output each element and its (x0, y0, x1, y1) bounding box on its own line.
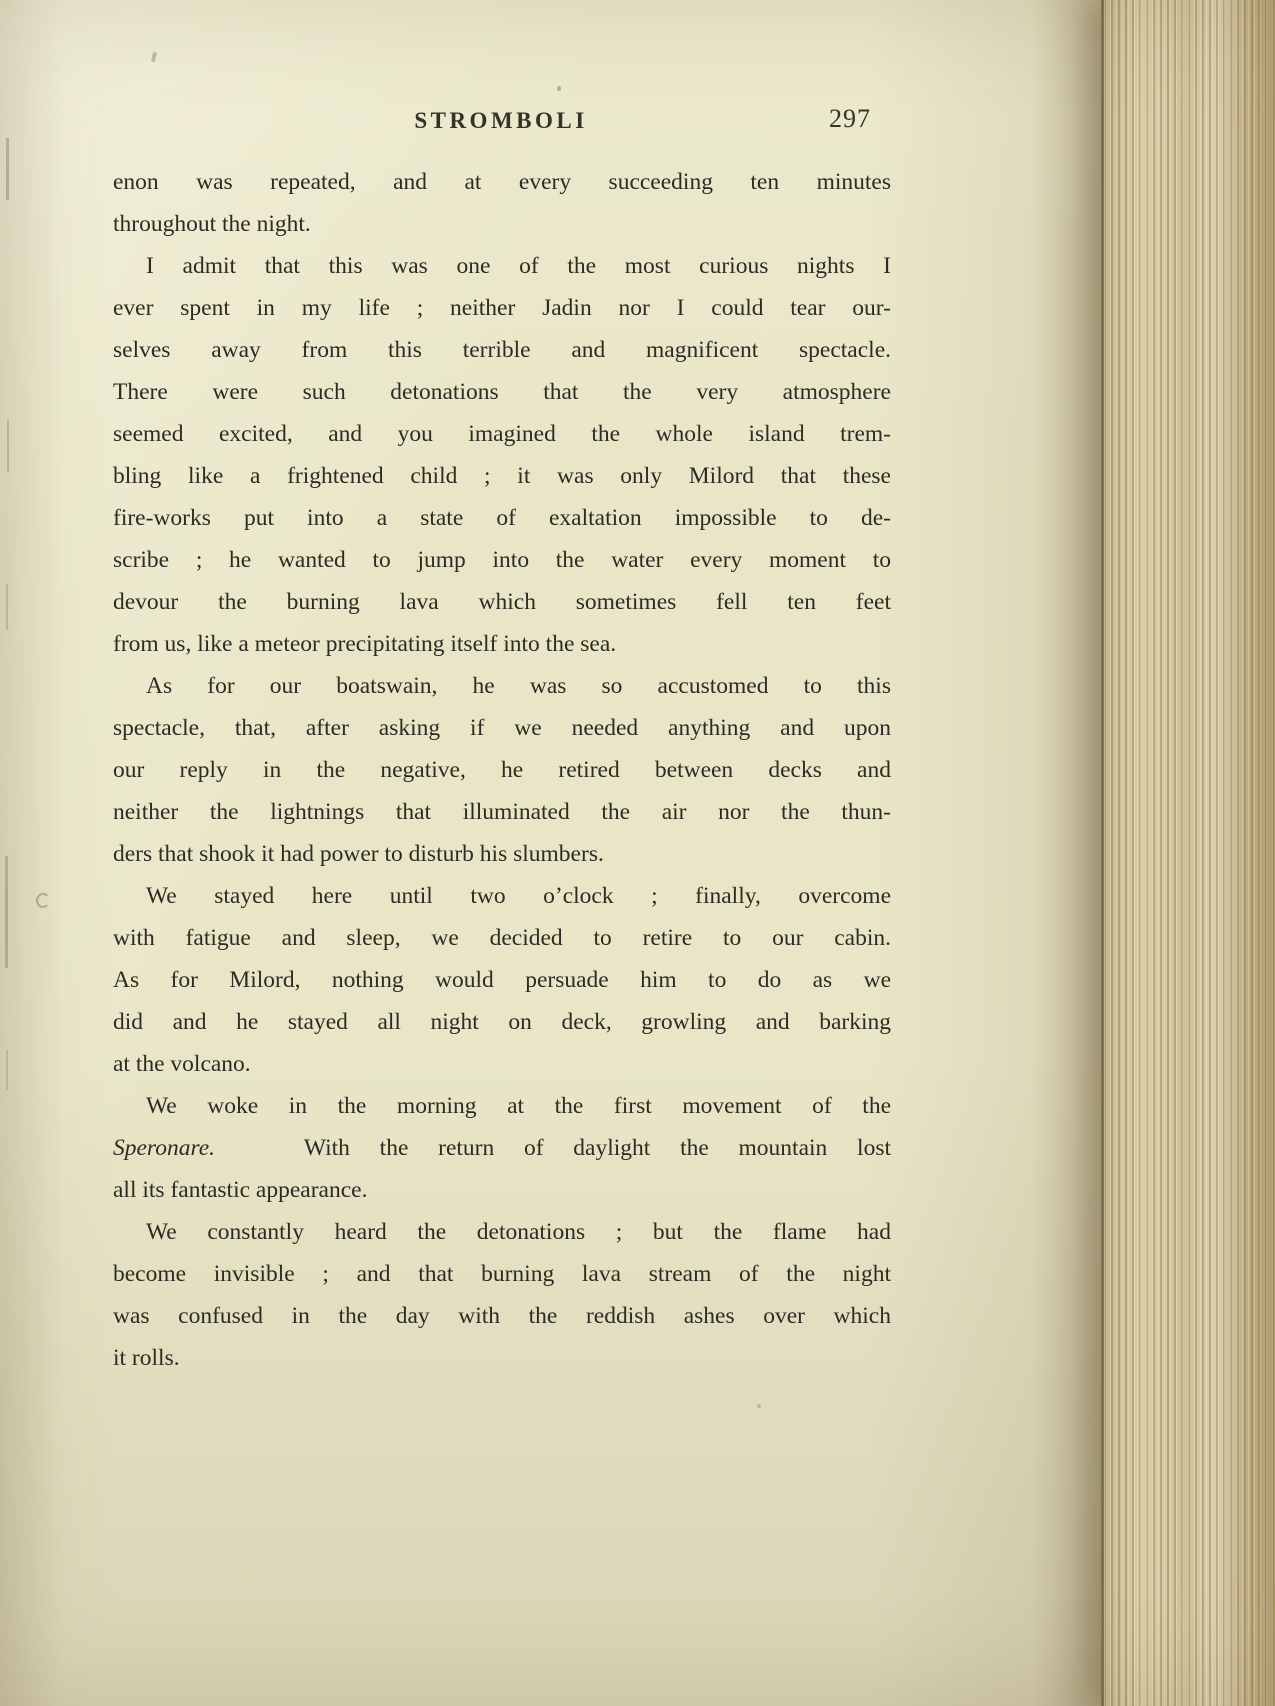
text-line (113, 917, 891, 959)
paragraph (113, 161, 891, 245)
text-block (113, 161, 891, 1379)
text-segment: from us, like a meteor precipitating itself into the sea. (113, 631, 617, 657)
text-line (113, 833, 891, 875)
text-segment: ever spent in my life ; neither Jadin nor I could tear our- (113, 295, 891, 321)
text-segment: scribe ; he wanted to jump into the water every moment to (113, 547, 891, 573)
text-line (113, 791, 891, 833)
scan-artifact (36, 893, 50, 908)
text-segment: We stayed here until two o’clock ; finally, overcome (146, 883, 891, 909)
paragraph (113, 665, 891, 875)
scan-artifact (757, 1404, 761, 1408)
text-segment: spectacle, that, after asking if we needed anything and upon (113, 715, 891, 741)
scan-artifact (7, 420, 9, 472)
text-segment: was confused in the day with the reddish ashes over which (113, 1303, 891, 1329)
text-line (113, 161, 891, 203)
scan-artifact (5, 856, 8, 968)
paragraph (113, 1211, 891, 1379)
text-segment: selves away from this terrible and magnificent spectacle. (113, 337, 891, 363)
text-line (113, 665, 891, 707)
paragraph (113, 875, 891, 1085)
page-header (113, 104, 889, 144)
text-line (113, 497, 891, 539)
text-line (113, 623, 891, 665)
text-line (113, 329, 891, 371)
text-line (113, 1085, 891, 1127)
text-segment: enon was repeated, and at every succeeding ten minutes (113, 169, 891, 195)
text-segment: fire-works put into a state of exaltation impossible to de- (113, 505, 891, 531)
text-segment: ders that shook it had power to disturb his slumbers. (113, 841, 604, 867)
text-line (113, 749, 891, 791)
text-line (113, 1127, 891, 1169)
text-segment: devour the burning lava which sometimes fell ten feet (113, 589, 891, 615)
page-number: 297 (829, 104, 871, 133)
text-segment: become invisible ; and that burning lava stream of the night (113, 1261, 891, 1287)
text-segment: We woke in the morning at the first movement of the (146, 1093, 891, 1119)
text-line (113, 875, 891, 917)
text-segment: it rolls. (113, 1345, 180, 1371)
text-line (113, 581, 891, 623)
text-segment: throughout the night. (113, 211, 311, 237)
scan-artifact (6, 138, 9, 200)
text-segment: all its fantastic appearance. (113, 1177, 368, 1203)
text-line (113, 371, 891, 413)
text-line (113, 203, 891, 245)
scan-artifact (557, 86, 561, 91)
text-segment: As for Milord, nothing would persuade him to do as we (113, 967, 891, 993)
italic-text: Speronare. (113, 1135, 216, 1161)
book-page-edges (1101, 0, 1275, 1706)
paragraph (113, 245, 891, 665)
text-line (113, 1337, 891, 1379)
text-line (113, 1001, 891, 1043)
text-segment: did and he stayed all night on deck, growling and barking (113, 1009, 891, 1035)
scan-artifact (6, 584, 8, 630)
running-title: STROMBOLI (414, 108, 588, 133)
text-line (113, 707, 891, 749)
text-segment: I admit that this was one of the most curious nights I (146, 253, 891, 279)
paragraph (113, 1085, 891, 1211)
text-line (113, 287, 891, 329)
text-segment: There were such detonations that the very atmosphere (113, 379, 891, 405)
text-line (113, 413, 891, 455)
page-gutter-shadow (1031, 0, 1101, 1706)
text-line (113, 1295, 891, 1337)
text-line (113, 245, 891, 287)
text-segment: With the return of daylight the mountain lost (215, 1135, 891, 1161)
text-segment: neither the lightnings that illuminated the air nor the thun- (113, 799, 891, 825)
text-segment: bling like a frightened child ; it was only Milord that these (113, 463, 891, 489)
text-line (113, 959, 891, 1001)
text-segment: our reply in the negative, he retired between decks and (113, 757, 891, 783)
text-line (113, 1211, 891, 1253)
text-line (113, 539, 891, 581)
scan-artifact (151, 52, 157, 63)
text-line (113, 1253, 891, 1295)
text-segment: at the volcano. (113, 1051, 251, 1077)
text-segment: seemed excited, and you imagined the whole island trem- (113, 421, 891, 447)
text-line (113, 1043, 891, 1085)
text-line (113, 1169, 891, 1211)
text-segment: As for our boatswain, he was so accustomed to this (146, 673, 891, 699)
text-line (113, 455, 891, 497)
scan-artifact (6, 1050, 8, 1090)
text-segment: We constantly heard the detonations ; but the flame had (146, 1219, 891, 1245)
text-segment: with fatigue and sleep, we decided to retire to our cabin. (113, 925, 891, 951)
